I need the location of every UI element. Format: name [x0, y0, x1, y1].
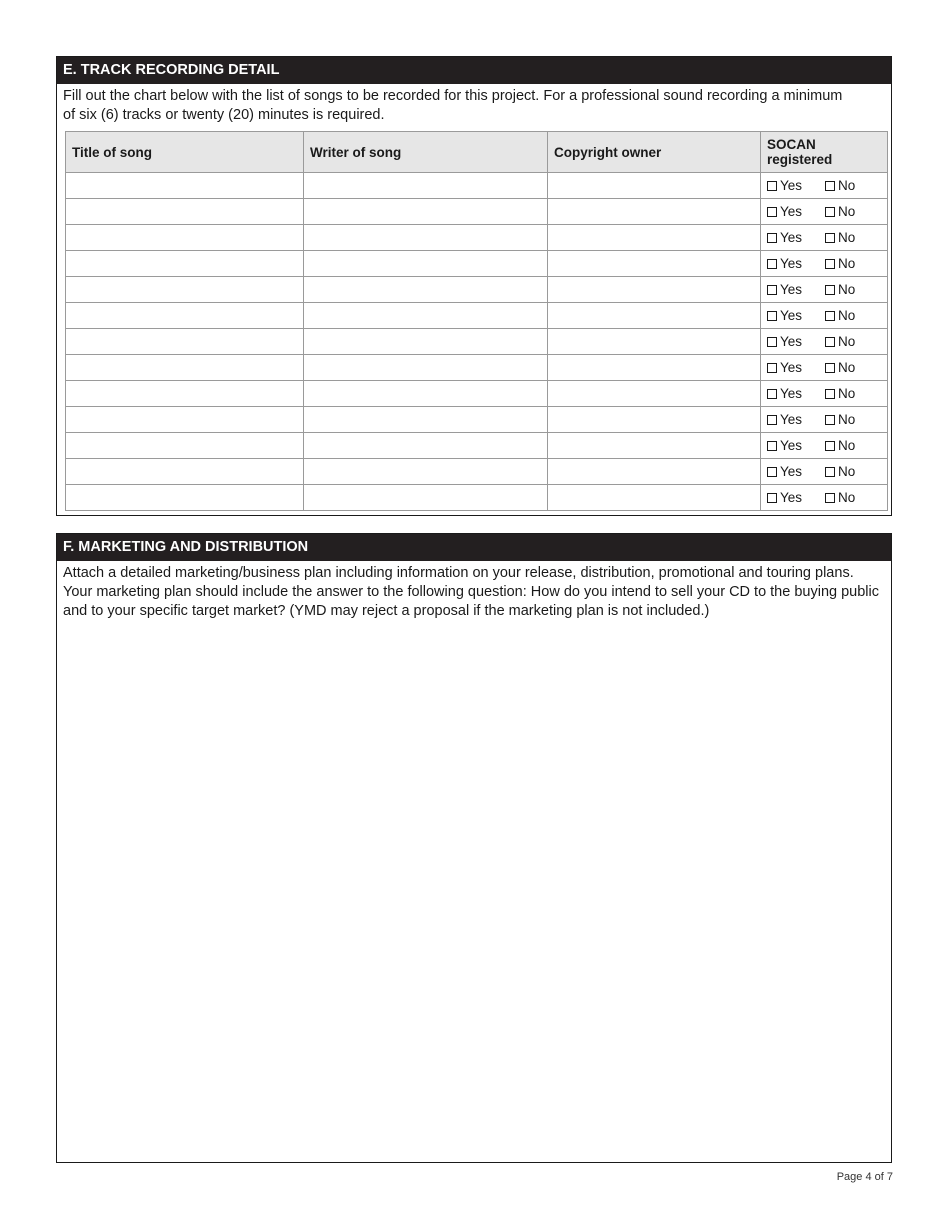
track-writer-cell[interactable] [304, 485, 548, 511]
track-owner-cell[interactable] [548, 225, 761, 251]
socan-no-label: No [838, 464, 856, 479]
socan-yes-label: Yes [780, 360, 803, 375]
socan-cell [761, 407, 888, 433]
socan-cell [761, 381, 888, 407]
track-owner-cell[interactable] [548, 329, 761, 355]
socan-yes-label: Yes [780, 308, 803, 323]
socan-yes-option[interactable] [767, 256, 825, 271]
track-owner-cell[interactable] [548, 303, 761, 329]
track-writer-cell[interactable] [304, 459, 548, 485]
track-row [66, 355, 888, 381]
socan-no-label: No [838, 204, 856, 219]
track-table [65, 131, 888, 511]
socan-no-label: No [838, 334, 856, 349]
socan-no-label: No [838, 438, 856, 453]
track-writer-cell[interactable] [304, 407, 548, 433]
socan-yes-option[interactable] [767, 282, 825, 297]
socan-no-checkbox[interactable] [825, 233, 835, 243]
track-title-cell[interactable] [66, 277, 304, 303]
track-owner-cell[interactable] [548, 407, 761, 433]
socan-no-option[interactable] [825, 490, 855, 505]
track-writer-cell[interactable] [304, 173, 548, 199]
socan-yes-checkbox[interactable] [767, 337, 777, 347]
socan-cell [761, 251, 888, 277]
track-row [66, 199, 888, 225]
socan-yes-label: Yes [780, 334, 803, 349]
track-recording-instructions: Fill out the chart below with the list of songs to be recorded for this project. For a professional sound recording a minimum of six (6) tracks or twenty (20) minutes is required. [63, 88, 843, 123]
track-recording-title: E. TRACK RECORDING DETAIL [57, 57, 891, 84]
socan-yes-checkbox[interactable] [767, 493, 777, 503]
track-writer-cell[interactable] [304, 303, 548, 329]
marketing-answer-area[interactable] [57, 624, 891, 1162]
socan-yes-label: Yes [780, 438, 803, 453]
socan-header-line2: registered [767, 152, 833, 167]
track-owner-cell[interactable] [548, 277, 761, 303]
track-writer-cell[interactable] [304, 329, 548, 355]
track-writer-cell[interactable] [304, 277, 548, 303]
track-owner-cell[interactable] [548, 199, 761, 225]
socan-cell [761, 199, 888, 225]
socan-yes-option[interactable] [767, 230, 825, 245]
socan-yes-label: Yes [780, 230, 803, 245]
track-owner-cell[interactable] [548, 433, 761, 459]
socan-yes-checkbox[interactable] [767, 259, 777, 269]
socan-yes-option[interactable] [767, 308, 825, 323]
socan-cell [761, 485, 888, 511]
socan-yes-label: Yes [780, 412, 803, 427]
socan-yes-option[interactable] [767, 178, 825, 193]
socan-no-label: No [838, 360, 856, 375]
socan-no-label: No [838, 386, 856, 401]
socan-yes-option[interactable] [767, 412, 825, 427]
track-owner-cell[interactable] [548, 459, 761, 485]
track-title-cell[interactable] [66, 407, 304, 433]
socan-no-checkbox[interactable] [825, 467, 835, 477]
socan-no-checkbox[interactable] [825, 311, 835, 321]
column-header-writer: Writer of song [304, 132, 548, 173]
socan-cell [761, 355, 888, 381]
track-writer-cell[interactable] [304, 381, 548, 407]
socan-no-option[interactable] [825, 256, 855, 271]
socan-no-label: No [838, 308, 856, 323]
socan-yes-option[interactable] [767, 360, 825, 375]
socan-no-label: No [838, 178, 856, 193]
socan-yes-label: Yes [780, 256, 803, 271]
track-row [66, 251, 888, 277]
socan-no-checkbox[interactable] [825, 207, 835, 217]
track-title-cell[interactable] [66, 355, 304, 381]
socan-no-checkbox[interactable] [825, 259, 835, 269]
track-owner-cell[interactable] [548, 485, 761, 511]
track-row [66, 381, 888, 407]
socan-yes-option[interactable] [767, 490, 825, 505]
track-title-cell[interactable] [66, 459, 304, 485]
socan-no-checkbox[interactable] [825, 389, 835, 399]
socan-yes-label: Yes [780, 178, 803, 193]
track-title-cell[interactable] [66, 433, 304, 459]
track-row [66, 485, 888, 511]
socan-yes-label: Yes [780, 386, 803, 401]
socan-no-option[interactable] [825, 360, 855, 375]
socan-no-option[interactable] [825, 282, 855, 297]
marketing-instructions: Attach a detailed marketing/business plan including information on your release, distribution, promotional and touring plans. Your marketing plan should include the answer to the following question: How do you intend to sell your CD to the buying public and to your specific target market? (YMD may reject a proposal if the marketing plan is not included.) [63, 565, 879, 619]
socan-no-option[interactable] [825, 334, 855, 349]
socan-yes-option[interactable] [767, 464, 825, 479]
column-header-socan [761, 132, 888, 173]
track-row [66, 433, 888, 459]
socan-no-option[interactable] [825, 464, 855, 479]
track-writer-cell[interactable] [304, 355, 548, 381]
socan-no-checkbox[interactable] [825, 181, 835, 191]
track-title-cell[interactable] [66, 485, 304, 511]
marketing-title: F. MARKETING AND DISTRIBUTION [57, 534, 891, 561]
socan-no-checkbox[interactable] [825, 337, 835, 347]
track-row [66, 329, 888, 355]
socan-yes-label: Yes [780, 282, 803, 297]
socan-no-label: No [838, 490, 856, 505]
socan-yes-checkbox[interactable] [767, 441, 777, 451]
socan-yes-label: Yes [780, 490, 803, 505]
column-header-title: Title of song [66, 132, 304, 173]
socan-yes-label: Yes [780, 204, 803, 219]
socan-cell [761, 173, 888, 199]
track-owner-cell[interactable] [548, 381, 761, 407]
track-writer-cell[interactable] [304, 225, 548, 251]
socan-yes-option[interactable] [767, 438, 825, 453]
marketing-section [56, 533, 892, 1163]
track-table-header [66, 132, 888, 173]
socan-yes-checkbox[interactable] [767, 363, 777, 373]
page-number: Page 4 of 7 [836, 1171, 893, 1183]
socan-yes-label: Yes [780, 464, 803, 479]
track-row [66, 303, 888, 329]
socan-cell [761, 303, 888, 329]
socan-yes-checkbox[interactable] [767, 233, 777, 243]
track-writer-cell[interactable] [304, 199, 548, 225]
socan-no-label: No [838, 256, 856, 271]
socan-no-label: No [838, 230, 856, 245]
socan-yes-checkbox[interactable] [767, 415, 777, 425]
socan-no-checkbox[interactable] [825, 415, 835, 425]
column-header-owner: Copyright owner [548, 132, 761, 173]
socan-no-option[interactable] [825, 178, 855, 193]
socan-no-option[interactable] [825, 438, 855, 453]
track-owner-cell[interactable] [548, 251, 761, 277]
track-title-cell[interactable] [66, 199, 304, 225]
socan-yes-checkbox[interactable] [767, 181, 777, 191]
socan-no-option[interactable] [825, 230, 855, 245]
socan-no-option[interactable] [825, 308, 855, 323]
track-title-cell[interactable] [66, 225, 304, 251]
socan-cell [761, 459, 888, 485]
track-table-body [66, 173, 888, 511]
socan-yes-checkbox[interactable] [767, 207, 777, 217]
track-row [66, 225, 888, 251]
track-title-cell[interactable] [66, 329, 304, 355]
socan-yes-checkbox[interactable] [767, 285, 777, 295]
track-row [66, 277, 888, 303]
socan-header-line1: SOCAN [767, 137, 816, 152]
socan-no-checkbox[interactable] [825, 363, 835, 373]
track-row [66, 459, 888, 485]
track-writer-cell[interactable] [304, 251, 548, 277]
socan-yes-option[interactable] [767, 204, 825, 219]
socan-yes-option[interactable] [767, 386, 825, 401]
socan-no-option[interactable] [825, 412, 855, 427]
socan-cell [761, 329, 888, 355]
track-title-cell[interactable] [66, 303, 304, 329]
track-owner-cell[interactable] [548, 355, 761, 381]
socan-no-option[interactable] [825, 204, 855, 219]
track-recording-section [56, 56, 892, 516]
socan-yes-checkbox[interactable] [767, 389, 777, 399]
socan-cell [761, 225, 888, 251]
socan-no-option[interactable] [825, 386, 855, 401]
socan-yes-checkbox[interactable] [767, 311, 777, 321]
socan-cell [761, 433, 888, 459]
socan-no-checkbox[interactable] [825, 493, 835, 503]
socan-no-checkbox[interactable] [825, 441, 835, 451]
socan-cell [761, 277, 888, 303]
track-row [66, 173, 888, 199]
socan-yes-option[interactable] [767, 334, 825, 349]
socan-yes-checkbox[interactable] [767, 467, 777, 477]
socan-no-checkbox[interactable] [825, 285, 835, 295]
track-title-cell[interactable] [66, 381, 304, 407]
socan-no-label: No [838, 282, 856, 297]
socan-no-label: No [838, 412, 856, 427]
track-row [66, 407, 888, 433]
track-title-cell[interactable] [66, 251, 304, 277]
track-title-cell[interactable] [66, 173, 304, 199]
track-writer-cell[interactable] [304, 433, 548, 459]
track-owner-cell[interactable] [548, 173, 761, 199]
